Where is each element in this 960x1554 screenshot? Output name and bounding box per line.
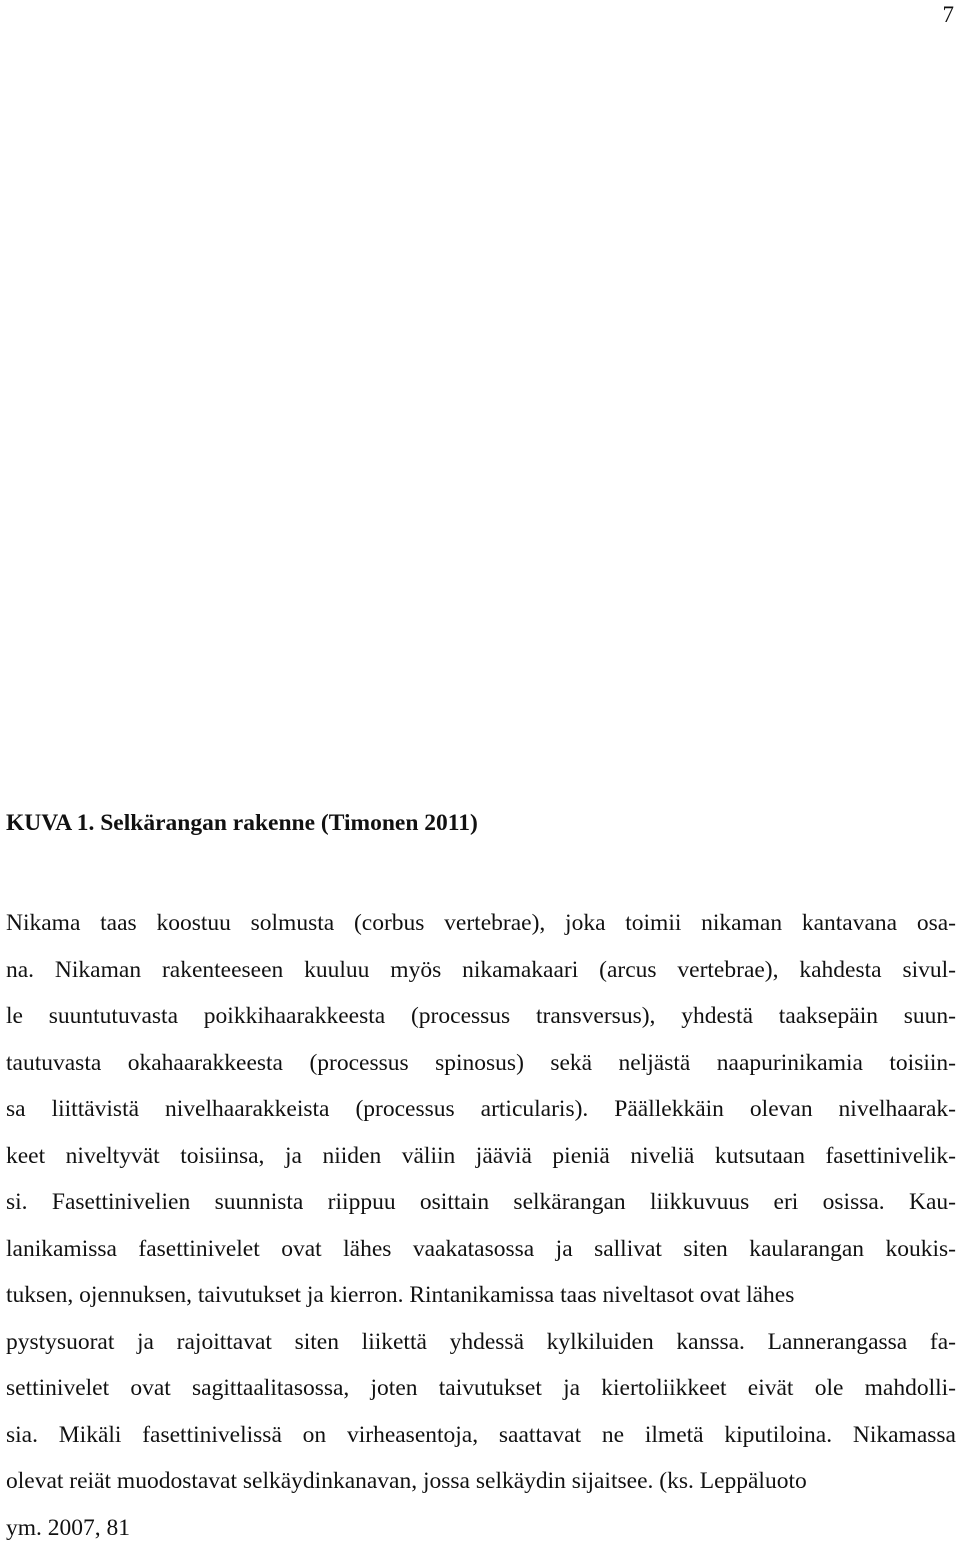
paragraph-line: le suuntutuvasta poikkihaarakkeesta (processus transversus), yhdestä taaksepäin suun- bbox=[6, 1003, 956, 1029]
paragraph-line: Nikama taas koostuu solmusta (corbus vertebrae), joka toimii nikaman kantavana osa- bbox=[6, 910, 956, 936]
paragraph-line: na. Nikaman rakenteeseen kuuluu myös nikamakaari (arcus vertebrae), kahdesta sivul- bbox=[6, 956, 956, 983]
paragraph-line: ym. 2007, 81 bbox=[6, 1514, 131, 1541]
paragraph-line: keet niveltyvät toisiinsa, ja niiden väliin jääviä pieniä niveliä kutsutaan fasettinivelik- bbox=[6, 1142, 956, 1169]
paragraph-line: sia. Mikäli fasettinivelissä on virheasentoja, saattavat ne ilmetä kiputiloina. Nikamassa bbox=[6, 1421, 956, 1448]
paragraph-line: pystysuorat ja rajoittavat siten liikettä yhdessä kylkiluiden kanssa. Lannerangassa fa- bbox=[6, 1328, 956, 1355]
paragraph-line: si. Fasettinivelien suunnista riippuu osittain selkärangan liikkuvuus eri osissa. Kau- bbox=[6, 1189, 956, 1215]
figure-caption: KUVA 1. Selkärangan rakenne (Timonen 2011) bbox=[6, 810, 478, 836]
paragraph-line: sa liittävistä nivelhaarakkeista (processus articularis). Päällekkäin olevan nivelhaarak- bbox=[6, 1096, 956, 1122]
figure-image-area bbox=[0, 40, 960, 780]
paragraph-line: tautuvasta okahaarakkeesta (processus spinosus) sekä neljästä naapurinikamia toisiin- bbox=[6, 1049, 956, 1076]
paragraph-line: olevat reiät muodostavat selkäydinkanavan, jossa selkäydin sijaitsee. (ks. Leppäluoto bbox=[6, 1468, 807, 1494]
paragraph-line: tuksen, ojennuksen, taivutukset ja kierron. Rintanikamissa taas niveltasot ovat lähes bbox=[6, 1282, 795, 1308]
page-number: 7 bbox=[942, 2, 954, 27]
paragraph-line: settinivelet ovat sagittaalitasossa, joten taivutukset ja kiertoliikkeet eivät ole mahdolli- bbox=[6, 1375, 956, 1401]
paragraph-line: lanikamissa fasettinivelet ovat lähes vaakatasossa ja sallivat siten kaularangan koukis- bbox=[6, 1235, 956, 1262]
body-paragraph bbox=[6, 900, 956, 1551]
